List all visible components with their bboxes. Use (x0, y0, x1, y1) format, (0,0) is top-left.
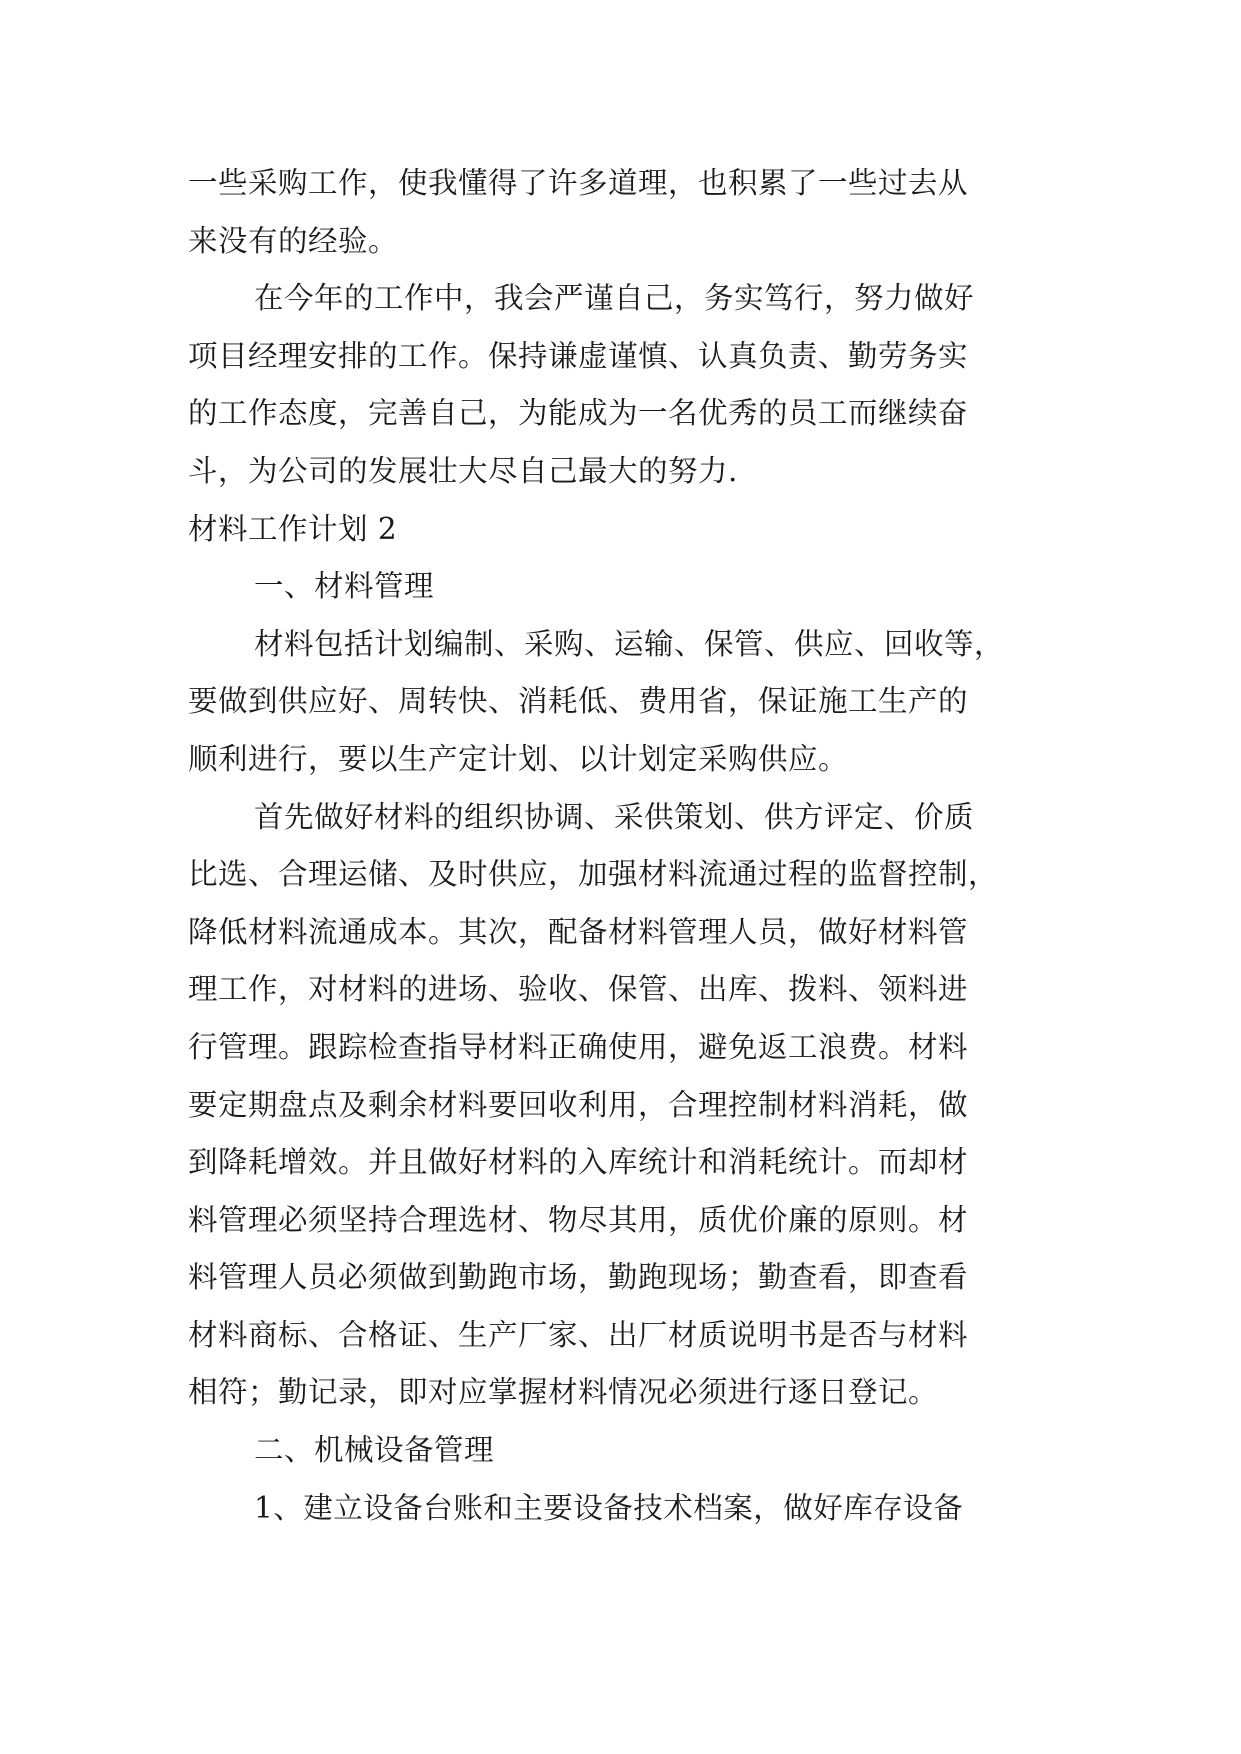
document-page (188, 155, 1068, 1537)
body-line-13: 比选、合理运储、及时供应，加强材料流通过程的监督控制， (188, 857, 999, 892)
body-line-11: 顺利进行，要以生产定计划、以计划定采购供应。 (188, 741, 849, 776)
body-line-21: 材料商标、合格证、生产厂家、出厂材质说明书是否与材料 (188, 1317, 969, 1352)
paragraph-start-line: 材料包括计划编制、采购、运输、保管、供应、回收等， (254, 626, 1005, 661)
body-line-22: 相符；勤记录，即对应掌握材料情况必须进行逐日登记。 (188, 1375, 939, 1410)
section-title: 材料工作计划 2 (188, 511, 398, 546)
paragraph-start-line: 首先做好材料的组织协调、采供策划、供方评定、价质 (254, 799, 975, 834)
body-line-6: 斗，为公司的发展壮大尽自己最大的努力. (188, 453, 738, 488)
body-line-15: 理工作，对材料的进场、验收、保管、出库、拨料、领料进 (188, 972, 969, 1007)
body-line-5: 的工作态度，完善自己，为能成为一名优秀的员工而继续奋 (188, 396, 969, 431)
subsection-heading-equipment: 二、机械设备管理 (254, 1433, 495, 1468)
body-line-16: 行管理。跟踪检查指导材料正确使用，避免返工浪费。材料 (188, 1029, 969, 1064)
body-line-17: 要定期盘点及剩余材料要回收利用，合理控制材料消耗，做 (188, 1087, 969, 1122)
subsection-heading-materials: 一、材料管理 (254, 569, 435, 604)
body-line-4: 项目经理安排的工作。保持谦虚谨慎、认真负责、勤劳务实 (188, 338, 969, 373)
paragraph-start-line: 在今年的工作中，我会严谨自己，务实笃行，努力做好 (254, 281, 975, 316)
body-line-19: 料管理必须坚持合理选材、物尽其用，质优价廉的原则。材 (188, 1202, 969, 1237)
body-line-1: 一些采购工作，使我懂得了许多道理，也积累了一些过去从 (188, 166, 969, 200)
body-line-10: 要做到供应好、周转快、消耗低、费用省，保证施工生产的 (188, 684, 969, 719)
body-line-18: 到降耗增效。并且做好材料的入库统计和消耗统计。而却材 (188, 1145, 969, 1180)
body-line-2: 来没有的经验。 (188, 223, 399, 258)
body-line-14: 降低材料流通成本。其次，配备材料管理人员，做好材料管 (188, 914, 969, 949)
body-line-20: 料管理人员必须做到勤跑市场，勤跑现场；勤查看，即查看 (188, 1260, 969, 1295)
numbered-item-1: 1、建立设备台账和主要设备技术档案，做好库存设备 (254, 1490, 964, 1525)
